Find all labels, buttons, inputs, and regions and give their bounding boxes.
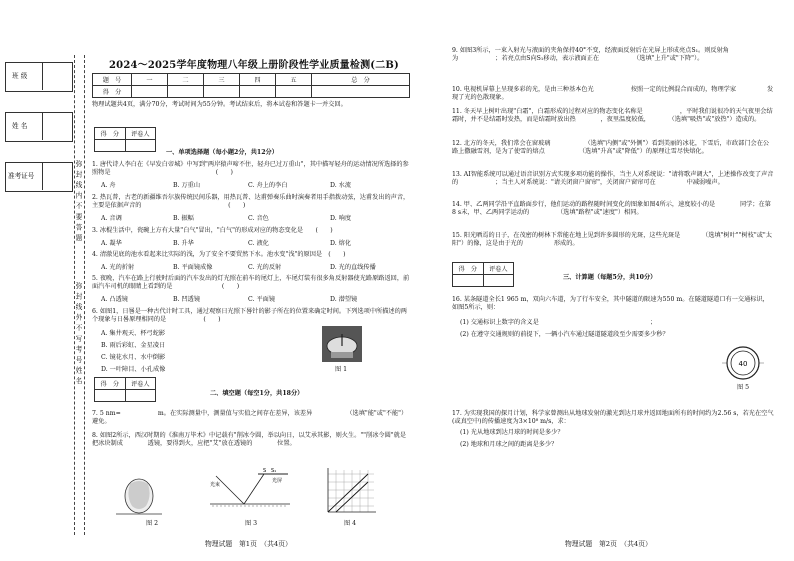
fig5-caption: 图 5 — [737, 384, 750, 391]
question-5: 5. 夜晚，汽车在路上行驶时后面的汽车发出的灯光照在前车的尾灯上，车尾灯装有很多角反射器使光路原路返回，前面汽车司机的眼睛上看到的是 ( ) — [92, 275, 410, 291]
q5-opt-c[interactable]: C. 平面镜 — [248, 296, 276, 303]
question-6: 6. 如图1，日晷是一种古代计时工具，通过观察日光照下晷针的影子所在的位置来确定时间。下列选项中所描述的两个现象与日晷原理相同的是 ( ) — [92, 308, 407, 324]
fig2-caption: 图 2 — [146, 520, 159, 527]
q6-opt-b[interactable]: B. 雨后彩虹、金星凌日 — [101, 342, 166, 349]
q1-opt-a[interactable]: A. 舟 — [101, 182, 116, 189]
q2-opt-d[interactable]: D. 响度 — [330, 215, 352, 222]
speed-limit-sign — [720, 344, 766, 382]
question-16-part-1: (1) 交通标识上数字的含义是 ； — [460, 319, 657, 326]
q1-opt-d[interactable]: D. 水流 — [330, 182, 352, 189]
grader-name-cell[interactable] — [125, 140, 156, 152]
question-7: 7. 5 nm= m。在实际测量中，测量值与实值之间存在差异，该差异 （选填"能"或"不能"）避免。 — [92, 410, 408, 426]
fig3-label-screen: 光屏 — [272, 478, 283, 484]
q1-opt-c[interactable]: C. 舟上的李白 — [248, 182, 288, 189]
score-cell[interactable] — [132, 86, 168, 98]
question-15: 15. 阳光晒焉的日子，在茂密的树林下常能在地上见到许多圆形的光斑，这些光斑是 （选填"树叶""树枝"或"太阳"）的像，这是由于光的 形成的。 — [452, 232, 772, 248]
question-16-part-2: (2) 在遵守交通规则的前提下，一辆小汽车通过隧道隧道段至少需要多少秒？ — [460, 331, 669, 338]
q6-opt-a[interactable]: A. 集井观天、杯弓蛇影 — [101, 330, 166, 337]
question-3: 3. 冰棍生活中，瓷碗上方有大量"白气"冒出，"白气"的形成对应的物态变化是 ( ) — [92, 227, 333, 234]
class-label: 班 级 — [12, 72, 28, 80]
q4-opt-a[interactable]: A. 光的折射 — [101, 264, 135, 271]
q4-opt-b[interactable]: B. 平面镜成像 — [173, 264, 213, 271]
question-10: 10. 电视机屏幕上呈现多彩的光，是由三种基本色光 按照一定的比例混合而成的，物理学家 发现了光的色散现象。 — [452, 86, 774, 102]
question-17-part-2: (2) 地球和月球之间的距离是多少？ — [460, 441, 558, 448]
ice-lens-figure — [108, 474, 170, 518]
fig1-caption: 图 1 — [335, 366, 348, 373]
score-col-2: 二 — [168, 74, 204, 86]
exam-notice: 物理试题共4页，满分70分，考试时间为55分钟。考试结束后，将本试卷和答题卡一并交回。 — [92, 101, 347, 108]
q2-opt-c[interactable]: C. 音色 — [248, 215, 269, 222]
grader-name-cell[interactable] — [125, 390, 156, 402]
fig3-label-beam: 光束 — [210, 482, 221, 488]
grader-name-cell[interactable] — [483, 275, 514, 287]
grader-score-label: 得 分 — [95, 378, 126, 390]
grader-box-3 — [452, 262, 514, 287]
q3-opt-d[interactable]: D. 熔化 — [330, 240, 352, 247]
question-17: 17. 为实现我国的探月计划，科学家曾测出从地球发射的激光到达月球并返回地面所有的时间约为2.56 s，若光在空气(或真空中)的传播速度为3×10⁸ m/s，求： — [452, 410, 774, 426]
fig3-label-s: S — [263, 468, 267, 474]
score-cell[interactable] — [312, 86, 410, 98]
score-col-total: 总 分 — [312, 74, 410, 86]
question-8: 8. 如图2所示，西汉时期的《淮南万毕术》中记载有"削冰令圆，举以向日，以艾承其影，则火生。""削冰令圆"就是把冰块制成 透镜，要得到火，应把"艾"放在透镜的 位置。 — [92, 432, 407, 448]
section-2-title: 二、填空题（每空1分，共18分） — [210, 390, 304, 397]
fig4-caption: 图 4 — [344, 520, 357, 527]
seal-text-upper: 弥封线内不要答题 — [74, 160, 82, 245]
question-13: 13. AI智能系统可以通过语音识别方式实现多项功能的操作，当主人对系统说："请将歌声调大"，上述操作改变了声音的 ；当主人对系统说："请关闭窗户窗帘"，关闭窗户窗帘可在 中减弱噪声。 — [452, 171, 774, 187]
grader-score-label: 得 分 — [95, 128, 126, 140]
q5-opt-b[interactable]: B. 凹透镜 — [173, 296, 201, 303]
name-label: 姓 名 — [12, 122, 28, 130]
question-2: 2. 热瓦普，古老的新疆维吾尔族传统民间乐器，用热瓦普、达甫弹奏乐曲时演奏者用手指拨动弦，达甫发出的声音，主要是依据声音的 ( ) — [92, 194, 410, 210]
grader-name-label: 评卷人 — [125, 378, 156, 390]
seal-text-lower: 弥封线外不写考号姓名 — [74, 282, 82, 388]
fig3-label-s1: S₁ — [271, 468, 277, 474]
grader-box-2 — [94, 377, 156, 402]
question-9: 9. 如图3所示，一束入射光与液面的夹角保持40°不变，经液面反射后在光屏上形成亮点S₁。则反射角为 ；若亮点由S向S₁移动，表示液面正在 （选填"上升"或"下降"）。 — [452, 47, 729, 63]
q2-opt-a[interactable]: A. 音调 — [101, 215, 122, 222]
score-table — [92, 73, 410, 98]
q5-opt-d[interactable]: D. 潜望镜 — [330, 296, 358, 303]
score-col-4: 四 — [240, 74, 276, 86]
grader-box-1 — [94, 127, 156, 152]
section-1-title: 一、单项选择题（每小题2分，共12分） — [166, 149, 278, 156]
page1-footer: 物理试题 第1页 （共4页） — [205, 540, 292, 548]
question-4: 4. 清澈见底的池水看起来比实际的浅，为了安全不要贸然下水。池水变"浅"的原因是 ( ) — [92, 251, 346, 258]
score-col-label: 题 号 — [93, 74, 132, 86]
q3-opt-a[interactable]: A. 凝华 — [101, 240, 122, 247]
score-cell[interactable] — [276, 86, 312, 98]
grader-name-label: 评卷人 — [483, 263, 514, 275]
question-12: 12. 北方的冬天，我们常会在窗玻璃 （选填"内侧"或"外侧"）看到美丽的冰花，下雪后，市政部门会在公路上撒融雪剂，是为了使雪的熔点 （选填"升高"或"降低"）的原理让雪尽快熔化。 — [452, 140, 770, 156]
grader-name-label: 评卷人 — [125, 128, 156, 140]
distance-time-graph — [318, 466, 378, 520]
grader-score-cell[interactable] — [453, 275, 484, 287]
q3-opt-c[interactable]: C. 液化 — [248, 240, 269, 247]
q4-opt-d[interactable]: D. 光的直线传播 — [330, 264, 376, 271]
score-col-1: 一 — [132, 74, 168, 86]
section-3-title: 三、计算题（每题5分，共10分） — [563, 274, 657, 281]
fig3-caption: 图 3 — [245, 520, 258, 527]
q2-opt-b[interactable]: B. 振幅 — [173, 215, 194, 222]
q3-opt-b[interactable]: B. 升华 — [173, 240, 194, 247]
sundial-figure — [322, 326, 362, 362]
page-title: 2024～2025学年度物理八年级上册阶段性学业质量检测(二B) — [109, 60, 399, 71]
page2-footer: 物理试题 第2页 （共4页） — [565, 540, 652, 548]
q6-opt-c[interactable]: C. 镜花水月、水中倒影 — [101, 354, 166, 361]
score-row-label: 得 分 — [93, 86, 132, 98]
score-cell[interactable] — [168, 86, 204, 98]
q6-opt-d[interactable]: D. 一叶障目、小孔成像 — [101, 366, 166, 373]
question-14: 14. 甲、乙两同学沿平直路面步行，他们运动的路程随时间变化的图象如图4所示，速度较小的是 同学；在第8 s末，甲、乙两同学运动的 （选填"路程"或"速度"）相同。 — [452, 201, 771, 217]
q5-opt-a[interactable]: A. 凸透镜 — [101, 296, 128, 303]
question-17-part-1: (1) 光从地球到达月球的时间是多少？ — [460, 429, 564, 436]
grader-score-cell[interactable] — [95, 140, 126, 152]
sign-value: 40 — [738, 360, 748, 368]
score-cell[interactable] — [240, 86, 276, 98]
score-col-3: 三 — [204, 74, 240, 86]
grader-score-cell[interactable] — [95, 390, 126, 402]
question-16: 16. 某条隧道全长1 965 m，双向六车道，为了行车安全，其中隧道的限速为550 m。在隧道隧道口有一交通标识，如图5所示，则： — [452, 296, 769, 312]
ticket-label: 准考证号 — [8, 172, 35, 180]
score-cell[interactable] — [204, 86, 240, 98]
q1-opt-b[interactable]: B. 万重山 — [173, 182, 201, 189]
q4-opt-c[interactable]: C. 光的反射 — [248, 264, 282, 271]
score-col-5: 五 — [276, 74, 312, 86]
seal-line-right — [84, 55, 85, 535]
question-1: 1. 唐代诗人李白在《早发白帝城》中写到"两岸猿声啼不住，轻舟已过万重山"，其中描写轻舟的运动情况所选择的参照物是 ( ) — [92, 161, 409, 177]
reflection-diagram — [208, 468, 292, 520]
grader-score-label: 得 分 — [453, 263, 484, 275]
question-11: 11. 冬天早上树叶出现"白霜"，白霜形成的过程对应的物态变化名称是 ，平时我们说很冷的天气夜里会结霜时，并不是结霜时发热，而是结霜时放出热 ，夜里温度较低， （选填"吸热"或"放热"）造成的。 — [452, 108, 773, 124]
